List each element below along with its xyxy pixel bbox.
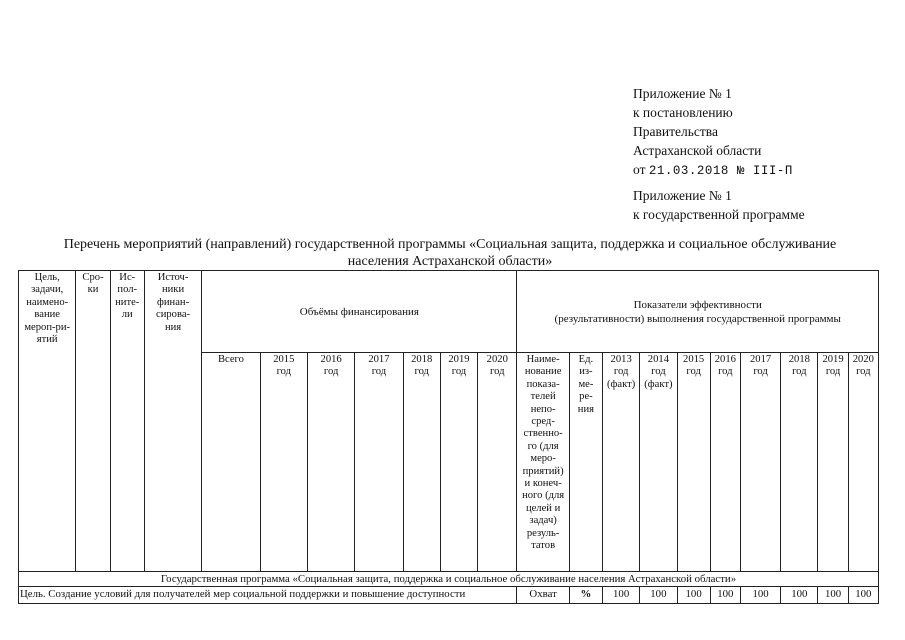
header-line: сирова- (156, 309, 191, 321)
header-line: непо- (530, 403, 556, 415)
appendix-bottom-block (633, 186, 805, 224)
header-line: 2015 (273, 354, 295, 365)
title-line-1: Перечень мероприятий (направлений) государственной программы «Социальная защита, поддержка и социальное обслуживание (63, 237, 837, 252)
measures-table (18, 270, 879, 604)
date-stamp: 21.03.2018 № III-П (648, 164, 793, 178)
header-cell-lines (641, 354, 675, 391)
header-line: год (856, 366, 871, 378)
header-line: год (371, 366, 387, 378)
goal-value-cell: 100 (781, 587, 818, 604)
header-line: наимено- (26, 296, 69, 308)
goal-value-cell: 100 (603, 587, 640, 604)
header-cell-lines (262, 354, 306, 379)
goal-value-cell: 100 (740, 587, 780, 604)
indicator-year-header (710, 353, 740, 572)
header-line: 2020 (486, 354, 508, 365)
header-cell-lines (356, 354, 401, 379)
header-line: татов (531, 540, 556, 552)
goal-value-cell: 100 (710, 587, 740, 604)
appendix-line: Правительства (633, 124, 718, 139)
header-line: резуль- (526, 527, 560, 539)
header-line: Источ- (157, 272, 189, 283)
header-line: Ис- (119, 272, 136, 283)
financing-year-header (403, 353, 440, 572)
indicators-group-header (517, 271, 879, 353)
financing-year-header (355, 353, 403, 572)
goal-value-cell: 100 (677, 587, 710, 604)
header-line: Наиме- (526, 354, 560, 365)
header-cell-lines (742, 354, 779, 379)
indicator-year-header (677, 353, 710, 572)
header-line: (факт) (644, 378, 673, 390)
header-cell-lines (604, 354, 638, 391)
header-line: год (753, 366, 768, 378)
header-line: год (490, 366, 505, 378)
goal-text-cell: Цель. Создание условий для получателей мер социальной поддержки и повышение доступности (19, 587, 517, 604)
header-line: 2014 (647, 354, 669, 365)
header-line: год (686, 366, 701, 378)
goal-value-cell: 100 (640, 587, 677, 604)
indicator-year-header (781, 353, 818, 572)
header-line: год (718, 366, 733, 378)
header-line: Сро- (82, 272, 104, 283)
financing-year-header (478, 353, 517, 572)
header-cell-lines (405, 354, 439, 379)
header-line: 2019 (448, 354, 470, 365)
date-prefix: от (633, 162, 646, 177)
header-line: 2017 (368, 354, 390, 365)
header-line: и конеч- (524, 478, 562, 490)
header-line: 2018 (411, 354, 433, 365)
header-cell-lines (20, 272, 74, 346)
financing-year-header (260, 353, 307, 572)
header-line: целей и (525, 502, 561, 514)
header-line: телей (530, 391, 556, 403)
appendix-line: Приложение № 1 (633, 188, 732, 203)
header-line: из- (579, 366, 593, 378)
goal-unit-cell: % (569, 587, 602, 604)
financing-total-header (202, 353, 260, 572)
header-cell-lines (782, 354, 816, 379)
header-line: ния (164, 321, 182, 333)
indicator-year-header (603, 353, 640, 572)
header-cell-lines (442, 354, 476, 379)
header-cell-lines (146, 272, 200, 334)
appendix-line: Астраханской области (633, 143, 762, 158)
header-cell-lines (112, 272, 143, 322)
header-line: Показатели эффективности (633, 298, 762, 311)
financing-year-header (440, 353, 477, 572)
header-line: Всего (217, 354, 244, 365)
header-line: меро- (530, 453, 556, 465)
header-line: 2019 (822, 354, 844, 365)
indicator-year-header (740, 353, 780, 572)
header-row-1 (19, 271, 879, 353)
program-row (19, 572, 879, 587)
header-line: финан- (157, 296, 190, 308)
goal-indicator-cell: Охват (517, 587, 569, 604)
header-line: задачи, (31, 284, 64, 296)
header-line: ники (161, 284, 185, 296)
col-executors-header (110, 271, 144, 572)
indicator-year-header (818, 353, 848, 572)
header-line: 2016 (714, 354, 736, 365)
unit-header (569, 353, 602, 572)
header-line: пол- (117, 284, 138, 296)
header-line: ме- (578, 378, 594, 390)
header-line: год (613, 366, 629, 378)
header-line: ственно- (523, 428, 563, 440)
header-line: ре- (579, 391, 593, 403)
appendix-line: к государственной программе (633, 207, 805, 222)
financing-year-header (307, 353, 354, 572)
col-sources-header (144, 271, 201, 572)
header-line: приятий) (522, 465, 564, 477)
header-line: показа- (526, 378, 560, 390)
header-line: задач) (529, 515, 557, 527)
header-cell-lines (679, 354, 709, 379)
header-line: год (792, 366, 807, 378)
indicator-name-header (517, 353, 569, 572)
indicator-year-header (848, 353, 878, 572)
header-line: 2015 (683, 354, 705, 365)
header-line: Ед. (578, 354, 594, 365)
header-line: ки (87, 284, 99, 296)
header-cell-lines (77, 272, 108, 297)
goal-value-cell: 100 (818, 587, 848, 604)
goal-row (19, 587, 879, 604)
goal-value-cell: 100 (848, 587, 878, 604)
appendix-date-line (633, 160, 793, 181)
header-line: 2016 (320, 354, 342, 365)
header-cell-lines (819, 354, 846, 379)
appendix-line: к постановлению (633, 105, 733, 120)
header-line: год (323, 366, 339, 378)
header-line: 2018 (788, 354, 810, 365)
header-line: год (414, 366, 429, 378)
header-line: вание (34, 309, 60, 321)
header-line: сред- (531, 416, 555, 428)
header-cell-lines (518, 354, 567, 553)
header-line: ятий (36, 334, 58, 346)
header-line: (факт) (607, 378, 636, 390)
indicator-year-header (640, 353, 677, 572)
header-line: 2017 (749, 354, 772, 365)
header-cell-lines (850, 354, 877, 379)
header-line: мероп-ри- (24, 321, 71, 333)
appendix-top-block (633, 84, 793, 181)
header-line: год (451, 366, 467, 378)
title-line-2: населения Астраханской области» (347, 254, 553, 269)
header-line: го (для (527, 440, 559, 452)
header-line: 2020 (852, 354, 874, 365)
header-line: год (276, 366, 292, 378)
header-line: ного (для (522, 490, 565, 502)
document-title (10, 236, 890, 270)
header-cell-lines (571, 354, 601, 416)
header-line: ния (577, 403, 595, 415)
header-line: 2013 (610, 354, 632, 365)
program-title-cell: Государственная программа «Социальная защита, поддержка и социальное обслуживание населения Астраханской области» (19, 572, 879, 587)
header-line: Цель, (34, 272, 60, 283)
header-line: ните- (115, 296, 140, 308)
header-cell-lines (479, 354, 515, 379)
header-cell-lines (712, 354, 739, 379)
header-line: год (651, 366, 666, 378)
financing-group-header: Объёмы финансирования (202, 271, 517, 353)
header-line: (результативности) выполнения государственной программы (554, 312, 841, 325)
header-line: год (825, 366, 841, 378)
indicators-header-lines (518, 298, 877, 326)
header-line: нование (524, 366, 562, 378)
header-line: ли (121, 309, 133, 321)
appendix-line: Приложение № 1 (633, 86, 732, 101)
col-goal-header (19, 271, 76, 572)
header-cell-lines (309, 354, 353, 379)
header-cell-lines (203, 354, 258, 366)
col-terms-header (76, 271, 110, 572)
